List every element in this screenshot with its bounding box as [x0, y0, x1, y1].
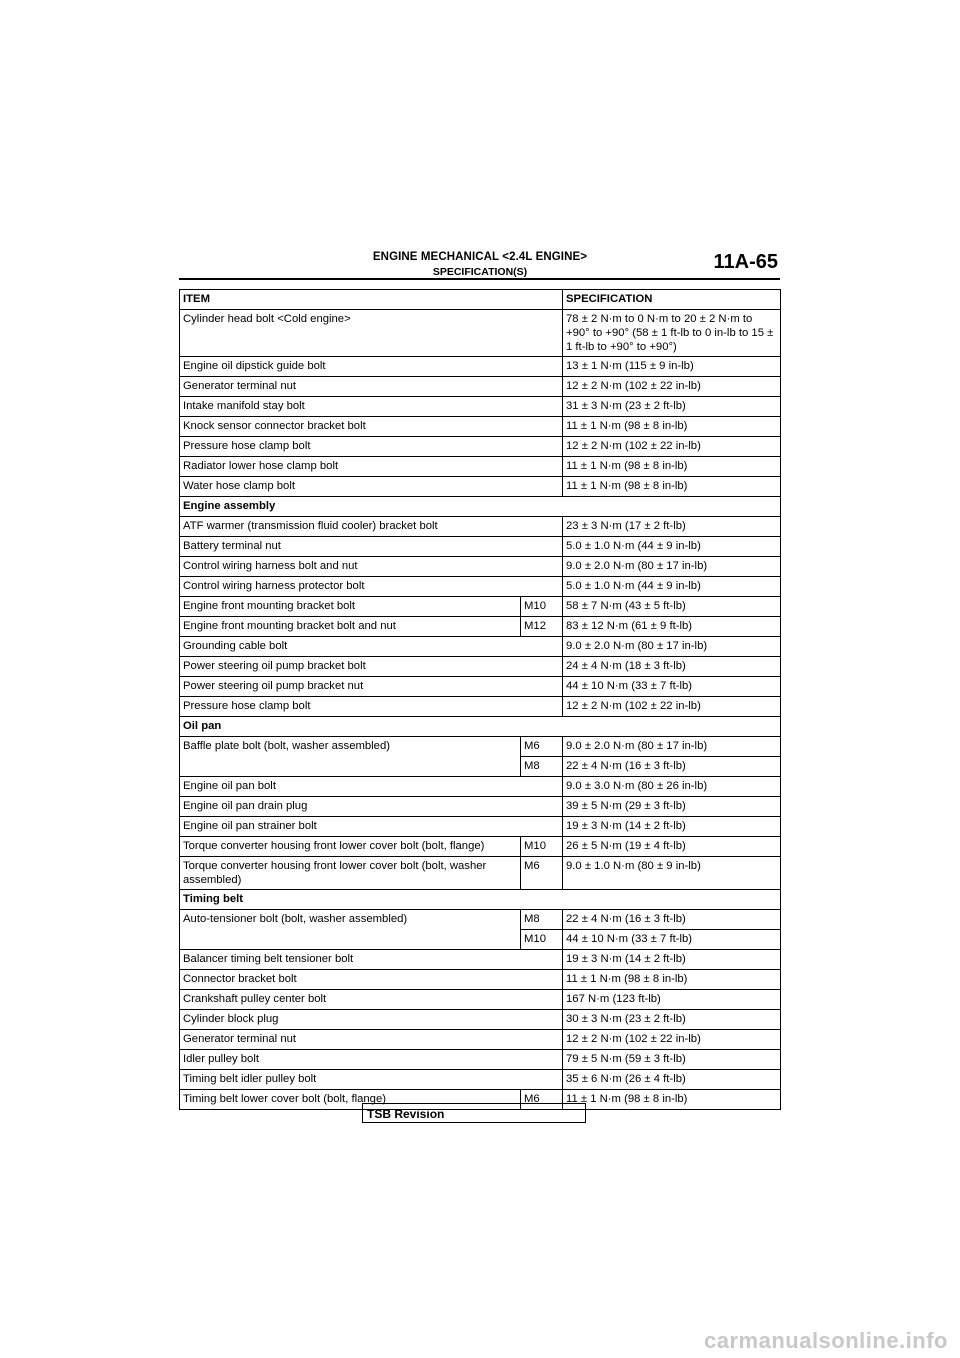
item-cell: Pressure hose clamp bolt [180, 697, 563, 717]
section-subtitle: SPECIFICATION(S) [432, 266, 528, 278]
table-row [180, 1070, 781, 1090]
page-number: 11A-65 [713, 251, 778, 273]
spec-cell: 11 ± 1 N·m (98 ± 8 in-lb) [563, 457, 781, 477]
item-cell: Engine oil pan bolt [180, 777, 563, 797]
table-row [180, 397, 781, 417]
spec-cell: 9.0 ± 2.0 N·m (80 ± 17 in-lb) [563, 737, 781, 757]
table-row [180, 357, 781, 377]
item-cell: Timing belt lower cover bolt (bolt, flange) [180, 1090, 521, 1110]
table-row [180, 817, 781, 837]
item-cell: Connector bracket bolt [180, 970, 563, 990]
item-cell: Control wiring harness protector bolt [180, 577, 563, 597]
table-body [180, 310, 781, 1110]
spec-cell: 11 ± 1 N·m (98 ± 8 in-lb) [563, 477, 781, 497]
size-cell: M8 [521, 757, 563, 777]
item-cell: Torque converter housing front lower cover bolt (bolt, flange) [180, 837, 521, 857]
table-row [180, 857, 781, 890]
table-header-row [180, 290, 781, 310]
table-row [180, 417, 781, 437]
spec-cell: 19 ± 3 N·m (14 ± 2 ft-lb) [563, 817, 781, 837]
table-row [180, 377, 781, 397]
spec-cell: 11 ± 1 N·m (98 ± 8 in-lb) [563, 1090, 781, 1110]
item-cell: Auto-tensioner bolt (bolt, washer assembled) [180, 910, 521, 950]
watermark: carmanualsonline.info [704, 1328, 948, 1353]
spec-cell: 23 ± 3 N·m (17 ± 2 ft-lb) [563, 517, 781, 537]
table-row [180, 737, 781, 757]
spec-cell: 39 ± 5 N·m (29 ± 3 ft-lb) [563, 797, 781, 817]
section-row [180, 890, 781, 910]
spec-cell: 79 ± 5 N·m (59 ± 3 ft-lb) [563, 1050, 781, 1070]
item-cell: Engine front mounting bracket bolt [180, 597, 521, 617]
table-row [180, 797, 781, 817]
table-row [180, 677, 781, 697]
spec-cell: 12 ± 2 N·m (102 ± 22 in-lb) [563, 377, 781, 397]
section-row [180, 497, 781, 517]
spec-cell: 19 ± 3 N·m (14 ± 2 ft-lb) [563, 950, 781, 970]
spec-cell: 9.0 ± 3.0 N·m (80 ± 26 in-lb) [563, 777, 781, 797]
spec-cell: 30 ± 3 N·m (23 ± 2 ft-lb) [563, 1010, 781, 1030]
section-row [180, 717, 781, 737]
spec-cell: 58 ± 7 N·m (43 ± 5 ft-lb) [563, 597, 781, 617]
section-title: ENGINE MECHANICAL <2.4L ENGINE> [372, 251, 588, 263]
table-row [180, 657, 781, 677]
table-row [180, 910, 781, 930]
item-cell: Intake manifold stay bolt [180, 397, 563, 417]
spec-cell: 9.0 ± 2.0 N·m (80 ± 17 in-lb) [563, 637, 781, 657]
table-row [180, 437, 781, 457]
item-cell: Engine oil dipstick guide bolt [180, 357, 563, 377]
item-cell: Grounding cable bolt [180, 637, 563, 657]
spec-cell: 167 N·m (123 ft-lb) [563, 990, 781, 1010]
item-cell: Power steering oil pump bracket nut [180, 677, 563, 697]
item-cell: Torque converter housing front lower cover bolt (bolt, washer assembled) [180, 857, 521, 890]
size-cell: M10 [521, 930, 563, 950]
table-row [180, 557, 781, 577]
spec-cell: 5.0 ± 1.0 N·m (44 ± 9 in-lb) [563, 537, 781, 557]
item-cell: Knock sensor connector bracket bolt [180, 417, 563, 437]
item-cell: Balancer timing belt tensioner bolt [180, 950, 563, 970]
spec-cell: 11 ± 1 N·m (98 ± 8 in-lb) [563, 970, 781, 990]
table-row [180, 1010, 781, 1030]
size-cell: M10 [521, 597, 563, 617]
spec-cell: 78 ± 2 N·m to 0 N·m to 20 ± 2 N·m to +90° to +90° (58 ± 1 ft-lb to 0 in-lb to 15 ± 1 ft-lb to +90° to +90°) [563, 310, 781, 357]
spec-cell: 31 ± 3 N·m (23 ± 2 ft-lb) [563, 397, 781, 417]
spec-cell: 9.0 ± 1.0 N·m (80 ± 9 in-lb) [563, 857, 781, 890]
table-row [180, 310, 781, 357]
item-cell: Cylinder head bolt <Cold engine> [180, 310, 563, 357]
spec-cell: 44 ± 10 N·m (33 ± 7 ft-lb) [563, 677, 781, 697]
spec-cell: 12 ± 2 N·m (102 ± 22 in-lb) [563, 1030, 781, 1050]
item-cell: Crankshaft pulley center bolt [180, 990, 563, 1010]
section-heading: Timing belt [180, 890, 781, 910]
spec-cell: 13 ± 1 N·m (115 ± 9 in-lb) [563, 357, 781, 377]
table-row [180, 637, 781, 657]
column-header-item: ITEM [180, 290, 563, 310]
item-cell: Power steering oil pump bracket bolt [180, 657, 563, 677]
item-cell: Generator terminal nut [180, 377, 563, 397]
item-cell: Battery terminal nut [180, 537, 563, 557]
spec-cell: 26 ± 5 N·m (19 ± 4 ft-lb) [563, 837, 781, 857]
item-cell: Cylinder block plug [180, 1010, 563, 1030]
table-row [180, 837, 781, 857]
item-cell: Control wiring harness bolt and nut [180, 557, 563, 577]
spec-cell: 9.0 ± 2.0 N·m (80 ± 17 in-lb) [563, 557, 781, 577]
section-heading: Engine assembly [180, 497, 781, 517]
spec-cell: 22 ± 4 N·m (16 ± 3 ft-lb) [563, 757, 781, 777]
item-cell: Baffle plate bolt (bolt, washer assembled) [180, 737, 521, 777]
table-row [180, 577, 781, 597]
spec-cell: 83 ± 12 N·m (61 ± 9 ft-lb) [563, 617, 781, 637]
table-row [180, 477, 781, 497]
table-row [180, 617, 781, 637]
item-cell: Pressure hose clamp bolt [180, 437, 563, 457]
spec-cell: 44 ± 10 N·m (33 ± 7 ft-lb) [563, 930, 781, 950]
spec-cell: 24 ± 4 N·m (18 ± 3 ft-lb) [563, 657, 781, 677]
spec-cell: 12 ± 2 N·m (102 ± 22 in-lb) [563, 697, 781, 717]
table-row [180, 1030, 781, 1050]
table-row [180, 950, 781, 970]
item-cell: Engine oil pan drain plug [180, 797, 563, 817]
table-row [180, 777, 781, 797]
spec-cell: 5.0 ± 1.0 N·m (44 ± 9 in-lb) [563, 577, 781, 597]
item-cell: ATF warmer (transmission fluid cooler) bracket bolt [180, 517, 563, 537]
size-cell: M8 [521, 910, 563, 930]
size-cell: M6 [521, 857, 563, 890]
table-row [180, 697, 781, 717]
table-row [180, 537, 781, 557]
table-row [180, 990, 781, 1010]
item-cell: Idler pulley bolt [180, 1050, 563, 1070]
table-row [180, 970, 781, 990]
item-cell: Engine oil pan strainer bolt [180, 817, 563, 837]
spec-cell: 22 ± 4 N·m (16 ± 3 ft-lb) [563, 910, 781, 930]
item-cell: Water hose clamp bolt [180, 477, 563, 497]
table-row [180, 517, 781, 537]
section-heading: Oil pan [180, 717, 781, 737]
spec-cell: 35 ± 6 N·m (26 ± 4 ft-lb) [563, 1070, 781, 1090]
tsb-revision-box: TSB Revision [362, 1103, 586, 1123]
size-cell: M6 [521, 737, 563, 757]
item-cell: Radiator lower hose clamp bolt [180, 457, 563, 477]
size-cell: M10 [521, 837, 563, 857]
table-row [180, 597, 781, 617]
spec-cell: 11 ± 1 N·m (98 ± 8 in-lb) [563, 417, 781, 437]
spec-cell: 12 ± 2 N·m (102 ± 22 in-lb) [563, 437, 781, 457]
table-row [180, 1050, 781, 1070]
size-cell: M6 [521, 1090, 563, 1110]
specification-table [179, 289, 781, 1110]
header-rule [179, 278, 780, 280]
table-row [180, 457, 781, 477]
size-cell: M12 [521, 617, 563, 637]
item-cell: Engine front mounting bracket bolt and nut [180, 617, 521, 637]
item-cell: Generator terminal nut [180, 1030, 563, 1050]
item-cell: Timing belt idler pulley bolt [180, 1070, 563, 1090]
column-header-specification: SPECIFICATION [563, 290, 781, 310]
